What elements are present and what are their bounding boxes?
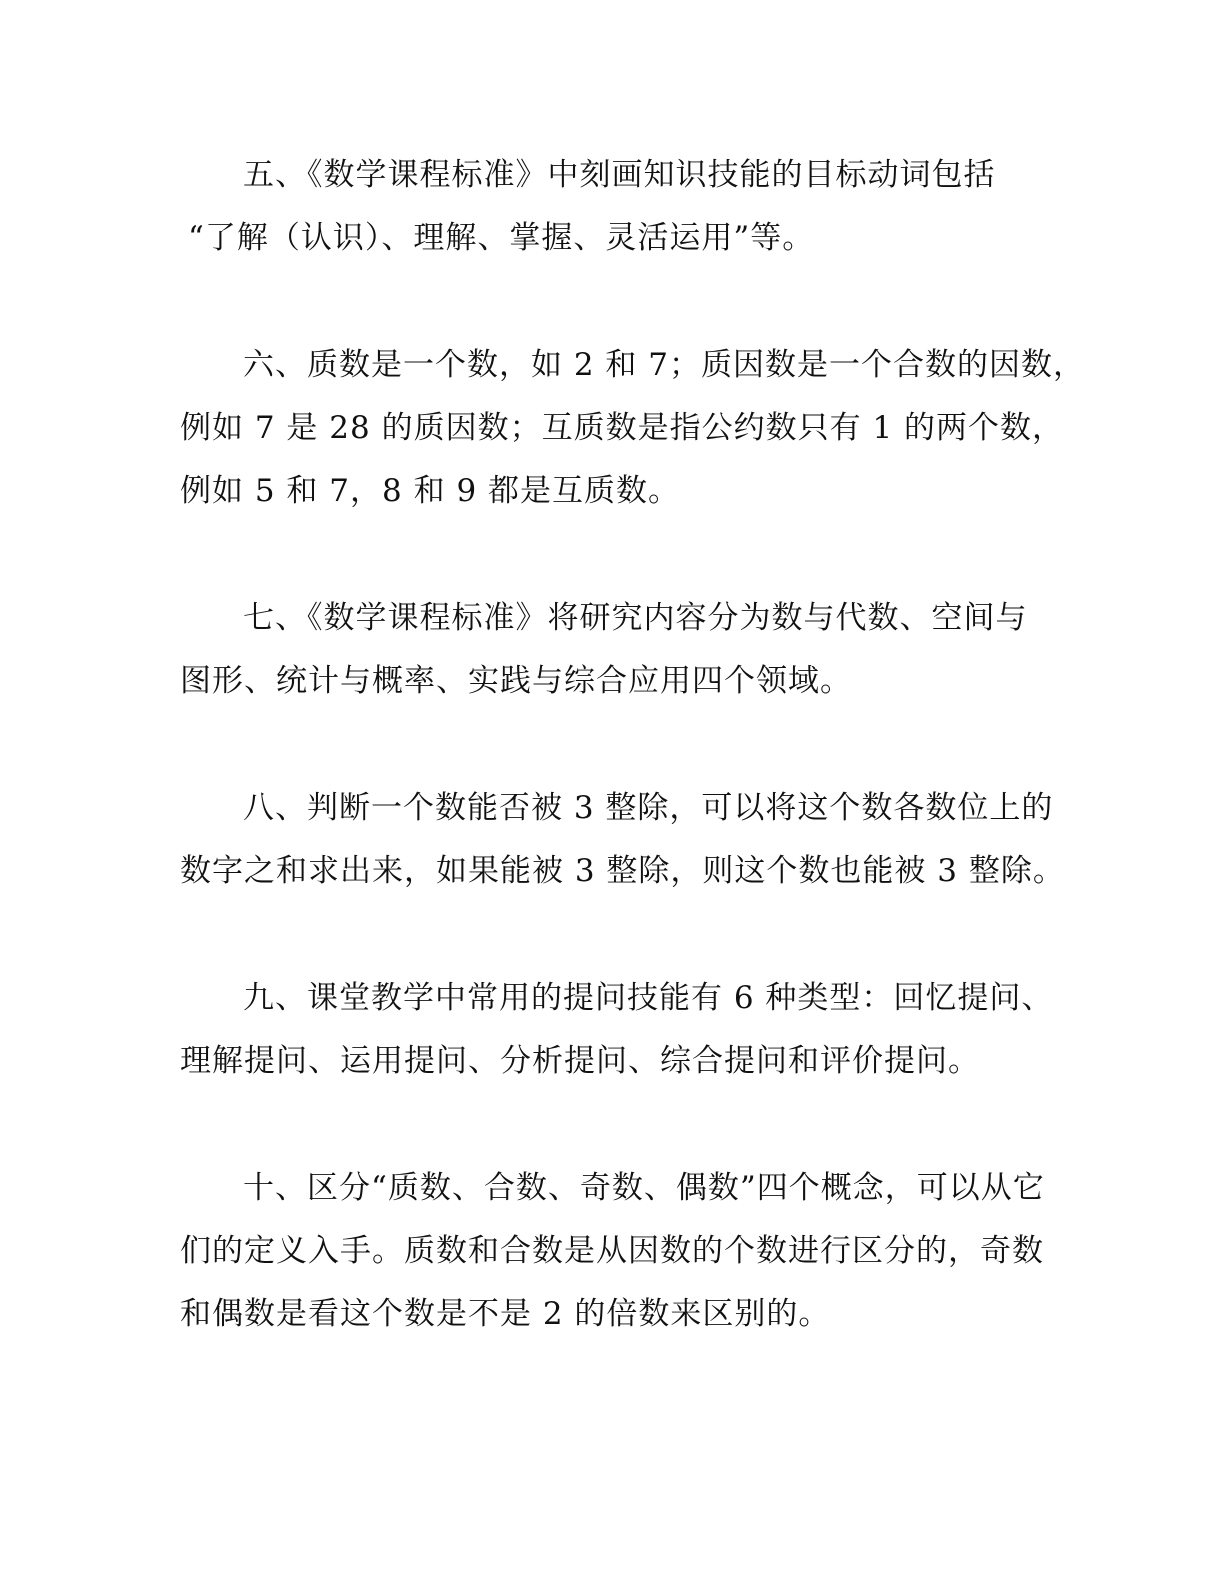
paragraph-line: 们的定义入手。质数和合数是从因数的个数进行区分的，奇数 [180,1233,1044,1269]
paragraph-line: 图形、统计与概率、实践与综合应用四个领域。 [180,663,852,699]
paragraph-line: 和偶数是看这个数是不是 2 的倍数来区别的。 [180,1296,831,1332]
paragraph-line: 七、《数学课程标准》将研究内容分为数与代数、空间与 [243,600,1028,636]
paragraph-line: 六、质数是一个数，如 2 和 7；质因数是一个合数的因数， [243,347,1086,383]
paragraph-line: 九、课堂教学中常用的提问技能有 6 种类型：回忆提问、 [243,980,1054,1016]
paragraph-line: 例如 7 是 28 的质因数；互质数是指公约数只有 1 的两个数， [180,410,1065,446]
paragraph-line: 五、《数学课程标准》中刻画知识技能的目标动词包括 [243,157,996,193]
paragraph-line: 理解提问、运用提问、分析提问、综合提问和评价提问。 [180,1043,980,1079]
paragraph-line: 例如 5 和 7，8 和 9 都是互质数。 [180,473,681,509]
paragraph-line: “了解（认识）、理解、掌握、灵活运用”等。 [188,220,815,256]
paragraph-line: 八、判断一个数能否被 3 整除，可以将这个数各数位上的 [243,790,1054,826]
paragraph-line: 十、区分“质数、合数、奇数、偶数”四个概念，可以从它 [243,1170,1045,1206]
paragraph-line: 数字之和求出来，如果能被 3 整除，则这个数也能被 3 整除。 [180,853,1065,889]
